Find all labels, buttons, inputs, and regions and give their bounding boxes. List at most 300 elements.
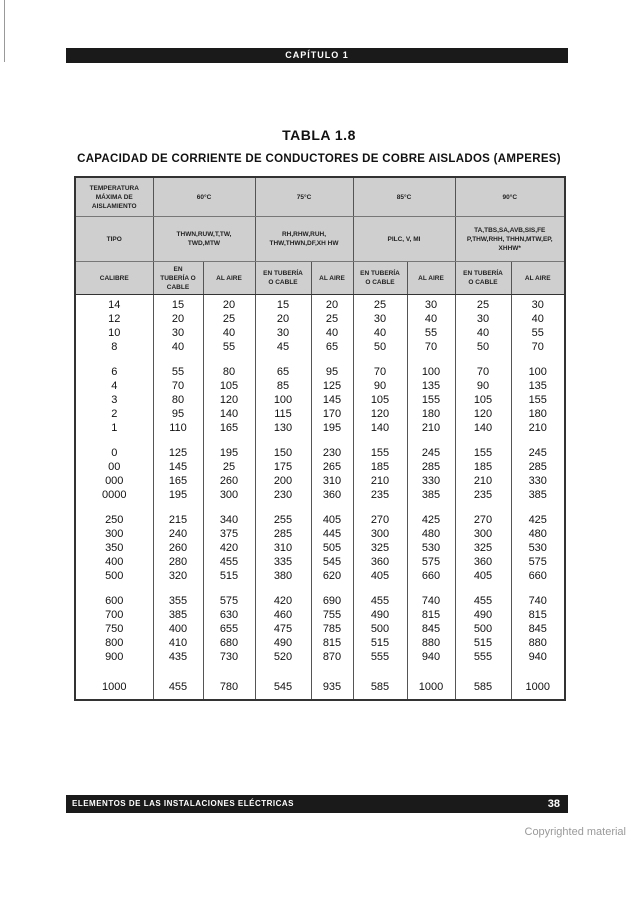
calibre-cell: 750 — [105, 623, 124, 635]
ampacity-cell: 320 — [153, 569, 203, 583]
col-aire-85: AL AIRE — [407, 262, 455, 295]
calibre-cell: 00 — [108, 461, 121, 473]
ampacity-cell: 360 — [311, 488, 353, 502]
ampacity-cell: 940 — [407, 650, 455, 664]
ampacity-cell: 235 — [353, 488, 407, 502]
ampacity-cell: 55 — [153, 365, 203, 379]
ampacity-cell: 335 — [255, 555, 311, 569]
table-row — [75, 541, 565, 555]
ampacity-cell: 140 — [353, 421, 407, 435]
col-aire-90: AL AIRE — [511, 262, 565, 295]
spacer-cell — [353, 435, 407, 446]
ampacity-cell: 100 — [255, 393, 311, 407]
ampacity-cell: 140 — [203, 407, 255, 421]
ampacity-cell: 200 — [255, 474, 311, 488]
ampacity-cell: 105 — [203, 379, 255, 393]
ampacity-cell: 740 — [511, 594, 565, 608]
ampacity-cell: 425 — [511, 513, 565, 527]
calibre-cell: 1 — [111, 422, 118, 434]
calibre-cell: 10 — [108, 327, 121, 339]
group-spacer — [75, 435, 565, 446]
ampacity-cell: 325 — [455, 541, 511, 555]
ampacity-cell: 30 — [455, 312, 511, 326]
ampacity-cell: 85 — [255, 379, 311, 393]
tipo-60: THWN,RUW,T,TW, TWD,MTW — [153, 217, 255, 262]
ampacity-cell: 130 — [255, 421, 311, 435]
ampacity-cell: 95 — [311, 365, 353, 379]
table-row — [75, 340, 565, 354]
ampacity-cell: 385 — [511, 488, 565, 502]
ampacity-cell: 120 — [455, 407, 511, 421]
ampacity-cell: 55 — [511, 326, 565, 340]
ampacity-cell: 620 — [311, 569, 353, 583]
spacer-cell — [203, 354, 255, 365]
ampacity-cell: 270 — [353, 513, 407, 527]
ampacity-cell: 235 — [455, 488, 511, 502]
chapter-header-bar: CAPÍTULO 1 — [66, 48, 568, 63]
ampacity-cell: 490 — [255, 636, 311, 650]
ampacity-cell: 30 — [353, 312, 407, 326]
ampacity-cell: 30 — [511, 295, 565, 313]
ampacity-cell: 300 — [455, 527, 511, 541]
spacer-cell — [203, 664, 255, 675]
calibre-cell: 000 — [105, 475, 124, 487]
ampacity-cell: 255 — [255, 513, 311, 527]
ampacity-cell: 70 — [407, 340, 455, 354]
ampacity-cell: 155 — [407, 393, 455, 407]
spacer-cell — [407, 354, 455, 365]
ampacity-cell: 165 — [153, 474, 203, 488]
ampacity-cell: 170 — [311, 407, 353, 421]
ampacity-cell: 420 — [203, 541, 255, 555]
temp-85: 85°C — [353, 177, 455, 217]
ampacity-cell: 155 — [511, 393, 565, 407]
ampacity-cell: 755 — [311, 608, 353, 622]
col-tuberia-75: EN TUBERÍA O CABLE — [255, 262, 311, 295]
ampacity-cell: 530 — [511, 541, 565, 555]
temp-75: 75°C — [255, 177, 353, 217]
ampacity-cell: 405 — [353, 569, 407, 583]
ampacity-cell: 195 — [311, 421, 353, 435]
ampacity-cell: 400 — [153, 622, 203, 636]
table-row — [75, 636, 565, 650]
spacer-cell — [353, 354, 407, 365]
calibre-label: CALIBRE — [75, 262, 153, 295]
ampacity-cell: 300 — [203, 488, 255, 502]
spacer-cell — [455, 583, 511, 594]
ampacity-cell: 730 — [203, 650, 255, 664]
ampacity-cell: 145 — [153, 460, 203, 474]
spacer-cell — [511, 664, 565, 675]
ampacity-cell: 90 — [353, 379, 407, 393]
ampacity-cell: 40 — [353, 326, 407, 340]
ampacity-cell: 530 — [407, 541, 455, 555]
ampacity-cell: 70 — [511, 340, 565, 354]
table-row — [75, 650, 565, 664]
spacer-cell — [203, 583, 255, 594]
calibre-cell: 800 — [105, 637, 124, 649]
col-aire-75: AL AIRE — [311, 262, 353, 295]
spacer-cell — [455, 354, 511, 365]
ampacity-cell: 575 — [511, 555, 565, 569]
ampacity-cell: 25 — [353, 295, 407, 313]
ampacity-cell: 15 — [255, 295, 311, 313]
spacer-cell — [203, 435, 255, 446]
calibre-cell: 600 — [105, 595, 124, 607]
ampacity-cell: 815 — [511, 608, 565, 622]
ampacity-cell: 65 — [255, 365, 311, 379]
ampacity-cell: 70 — [153, 379, 203, 393]
ampacity-cell: 90 — [455, 379, 511, 393]
col-tuberia-60: EN TUBERÍA O CABLE — [153, 262, 203, 295]
ampacity-cell: 70 — [353, 365, 407, 379]
ampacity-cell: 20 — [153, 312, 203, 326]
spacer-cell — [153, 583, 203, 594]
ampacity-cell: 940 — [511, 650, 565, 664]
ampacity-cell: 585 — [353, 675, 407, 700]
ampacity-cell: 175 — [255, 460, 311, 474]
ampacity-cell: 935 — [311, 675, 353, 700]
calibre-cell: 12 — [108, 313, 121, 325]
table-row — [75, 312, 565, 326]
ampacity-cell: 50 — [353, 340, 407, 354]
spacer-cell — [407, 435, 455, 446]
left-edge-line — [4, 0, 5, 62]
calibre-cell: 300 — [105, 528, 124, 540]
ampacity-cell: 300 — [353, 527, 407, 541]
ampacity-cell: 40 — [203, 326, 255, 340]
ampacity-cell: 500 — [455, 622, 511, 636]
spacer-cell — [75, 354, 153, 365]
ampacity-cell: 180 — [407, 407, 455, 421]
ampacity-cell: 280 — [153, 555, 203, 569]
ampacity-cell: 30 — [255, 326, 311, 340]
spacer-cell — [407, 664, 455, 675]
ampacity-cell: 70 — [455, 365, 511, 379]
ampacity-cell: 40 — [153, 340, 203, 354]
calibre-cell: 400 — [105, 556, 124, 568]
ampacity-cell: 410 — [153, 636, 203, 650]
ampacity-cell: 545 — [311, 555, 353, 569]
ampacity-cell: 210 — [511, 421, 565, 435]
header-row-calibre — [75, 262, 565, 295]
tipo-90: TA,TBS,SA,AVB,SIS,FE P,THW,RHH, THHN,MTW,EP, XHHW* — [455, 217, 565, 262]
ampacity-cell: 230 — [255, 488, 311, 502]
ampacity-cell: 185 — [455, 460, 511, 474]
ampacity-table — [74, 176, 566, 701]
table-row — [75, 407, 565, 421]
group-spacer — [75, 583, 565, 594]
col-tuberia-90: EN TUBERÍA O CABLE — [455, 262, 511, 295]
ampacity-cell: 355 — [153, 594, 203, 608]
ampacity-cell: 385 — [153, 608, 203, 622]
calibre-cell: 14 — [108, 299, 121, 311]
calibre-cell: 8 — [111, 341, 118, 353]
calibre-cell: 2 — [111, 408, 118, 420]
ampacity-cell: 230 — [311, 446, 353, 460]
table-row — [75, 446, 565, 460]
group-spacer — [75, 354, 565, 365]
ampacity-cell: 815 — [311, 636, 353, 650]
ampacity-cell: 210 — [455, 474, 511, 488]
spacer-cell — [455, 435, 511, 446]
ampacity-cell: 455 — [153, 675, 203, 700]
ampacity-cell: 20 — [311, 295, 353, 313]
spacer-cell — [153, 502, 203, 513]
ampacity-cell: 25 — [203, 312, 255, 326]
spacer-cell — [511, 435, 565, 446]
ampacity-cell: 135 — [407, 379, 455, 393]
ampacity-cell: 475 — [255, 622, 311, 636]
spacer-cell — [75, 664, 153, 675]
ampacity-cell: 405 — [311, 513, 353, 527]
header-row-temperature — [75, 177, 565, 217]
ampacity-cell: 155 — [455, 446, 511, 460]
ampacity-cell: 480 — [511, 527, 565, 541]
ampacity-cell: 20 — [255, 312, 311, 326]
tipo-85: PILC, V, MI — [353, 217, 455, 262]
table-row — [75, 555, 565, 569]
spacer-cell — [153, 435, 203, 446]
spacer-cell — [353, 583, 407, 594]
spacer-cell — [75, 435, 153, 446]
calibre-cell: 250 — [105, 514, 124, 526]
ampacity-cell: 40 — [407, 312, 455, 326]
ampacity-cell: 630 — [203, 608, 255, 622]
ampacity-cell: 310 — [311, 474, 353, 488]
ampacity-cell: 155 — [353, 446, 407, 460]
table-row — [75, 675, 565, 700]
ampacity-cell: 270 — [455, 513, 511, 527]
ampacity-cell: 125 — [311, 379, 353, 393]
ampacity-cell: 660 — [407, 569, 455, 583]
table-row — [75, 622, 565, 636]
ampacity-cell: 215 — [153, 513, 203, 527]
ampacity-cell: 150 — [255, 446, 311, 460]
tipo-label: TIPO — [75, 217, 153, 262]
col-tuberia-85: EN TUBERÍA O CABLE — [353, 262, 407, 295]
page-number: 38 — [547, 798, 560, 810]
calibre-cell: 1000 — [102, 681, 127, 693]
temp-label: TEMPERATURA MÁXIMA DE AISLAMIENTO — [75, 177, 153, 217]
table-row — [75, 295, 565, 313]
ampacity-cell: 555 — [455, 650, 511, 664]
ampacity-cell: 360 — [455, 555, 511, 569]
ampacity-cell: 195 — [203, 446, 255, 460]
ampacity-cell: 285 — [407, 460, 455, 474]
ampacity-cell: 455 — [455, 594, 511, 608]
ampacity-cell: 145 — [311, 393, 353, 407]
ampacity-cell: 260 — [203, 474, 255, 488]
ampacity-cell: 260 — [153, 541, 203, 555]
ampacity-cell: 285 — [255, 527, 311, 541]
calibre-cell: 4 — [111, 380, 118, 392]
ampacity-cell: 585 — [455, 675, 511, 700]
ampacity-cell: 880 — [511, 636, 565, 650]
ampacity-cell: 40 — [311, 326, 353, 340]
table-row — [75, 594, 565, 608]
spacer-cell — [455, 502, 511, 513]
ampacity-cell: 120 — [353, 407, 407, 421]
header-row-tipo — [75, 217, 565, 262]
ampacity-cell: 555 — [353, 650, 407, 664]
group-spacer — [75, 502, 565, 513]
ampacity-cell: 140 — [455, 421, 511, 435]
spacer-cell — [353, 664, 407, 675]
ampacity-cell: 375 — [203, 527, 255, 541]
ampacity-cell: 455 — [353, 594, 407, 608]
ampacity-cell: 240 — [153, 527, 203, 541]
spacer-cell — [75, 502, 153, 513]
spacer-cell — [311, 354, 353, 365]
ampacity-cell: 105 — [353, 393, 407, 407]
calibre-cell: 500 — [105, 570, 124, 582]
ampacity-cell: 515 — [455, 636, 511, 650]
ampacity-cell: 120 — [203, 393, 255, 407]
table-row — [75, 379, 565, 393]
ampacity-cell: 740 — [407, 594, 455, 608]
table-subtitle: CAPACIDAD DE CORRIENTE DE CONDUCTORES DE COBRE AISLADOS (AMPERES) — [77, 153, 561, 165]
table-row — [75, 513, 565, 527]
ampacity-cell: 95 — [153, 407, 203, 421]
ampacity-cell: 40 — [511, 312, 565, 326]
temp-60: 60°C — [153, 177, 255, 217]
spacer-cell — [153, 664, 203, 675]
ampacity-cell: 1000 — [511, 675, 565, 700]
table-row — [75, 393, 565, 407]
ampacity-cell: 25 — [455, 295, 511, 313]
ampacity-cell: 340 — [203, 513, 255, 527]
ampacity-cell: 330 — [511, 474, 565, 488]
ampacity-cell: 490 — [353, 608, 407, 622]
ampacity-cell: 310 — [255, 541, 311, 555]
ampacity-cell: 405 — [455, 569, 511, 583]
ampacity-cell: 380 — [255, 569, 311, 583]
ampacity-cell: 245 — [407, 446, 455, 460]
ampacity-cell: 325 — [353, 541, 407, 555]
calibre-cell: 3 — [111, 394, 118, 406]
ampacity-cell: 785 — [311, 622, 353, 636]
table-row — [75, 421, 565, 435]
ampacity-cell: 425 — [407, 513, 455, 527]
calibre-cell: 0000 — [102, 489, 127, 501]
ampacity-cell: 385 — [407, 488, 455, 502]
table-row — [75, 365, 565, 379]
ampacity-cell: 265 — [311, 460, 353, 474]
ampacity-cell: 575 — [407, 555, 455, 569]
spacer-cell — [455, 664, 511, 675]
spacer-cell — [407, 502, 455, 513]
ampacity-cell: 520 — [255, 650, 311, 664]
ampacity-cell: 80 — [153, 393, 203, 407]
ampacity-cell: 210 — [353, 474, 407, 488]
spacer-cell — [511, 502, 565, 513]
ampacity-cell: 30 — [407, 295, 455, 313]
ampacity-cell: 815 — [407, 608, 455, 622]
col-aire-60: AL AIRE — [203, 262, 255, 295]
ampacity-cell: 330 — [407, 474, 455, 488]
spacer-cell — [203, 502, 255, 513]
spacer-cell — [311, 583, 353, 594]
ampacity-cell: 165 — [203, 421, 255, 435]
ampacity-cell: 880 — [407, 636, 455, 650]
spacer-cell — [153, 354, 203, 365]
ampacity-cell: 100 — [407, 365, 455, 379]
ampacity-cell: 185 — [353, 460, 407, 474]
table-row — [75, 474, 565, 488]
ampacity-cell: 515 — [203, 569, 255, 583]
ampacity-cell: 65 — [311, 340, 353, 354]
ampacity-cell: 420 — [255, 594, 311, 608]
ampacity-cell: 505 — [311, 541, 353, 555]
ampacity-cell: 460 — [255, 608, 311, 622]
ampacity-cell: 690 — [311, 594, 353, 608]
ampacity-cell: 845 — [407, 622, 455, 636]
ampacity-cell: 40 — [455, 326, 511, 340]
ampacity-cell: 110 — [153, 421, 203, 435]
calibre-cell: 350 — [105, 542, 124, 554]
ampacity-cell: 575 — [203, 594, 255, 608]
calibre-cell: 0 — [111, 447, 118, 459]
table-row — [75, 488, 565, 502]
ampacity-cell: 20 — [203, 295, 255, 313]
ampacity-cell: 660 — [511, 569, 565, 583]
ampacity-cell: 870 — [311, 650, 353, 664]
ampacity-cell: 245 — [511, 446, 565, 460]
ampacity-cell: 80 — [203, 365, 255, 379]
ampacity-cell: 135 — [511, 379, 565, 393]
ampacity-cell: 780 — [203, 675, 255, 700]
ampacity-cell: 25 — [203, 460, 255, 474]
ampacity-cell: 445 — [311, 527, 353, 541]
ampacity-cell: 195 — [153, 488, 203, 502]
copyright-watermark: Copyrighted material — [524, 826, 626, 838]
ampacity-cell: 1000 — [407, 675, 455, 700]
book-title: ELEMENTOS DE LAS INSTALACIONES ELÉCTRICAS — [72, 799, 294, 808]
spacer-cell — [407, 583, 455, 594]
spacer-cell — [255, 664, 311, 675]
ampacity-cell: 50 — [455, 340, 511, 354]
table-row — [75, 326, 565, 340]
ampacity-cell: 105 — [455, 393, 511, 407]
ampacity-cell: 435 — [153, 650, 203, 664]
ampacity-cell: 680 — [203, 636, 255, 650]
ampacity-cell: 55 — [407, 326, 455, 340]
spacer-cell — [255, 502, 311, 513]
spacer-cell — [353, 502, 407, 513]
ampacity-cell: 15 — [153, 295, 203, 313]
table-row — [75, 569, 565, 583]
ampacity-cell: 480 — [407, 527, 455, 541]
ampacity-cell: 455 — [203, 555, 255, 569]
spacer-cell — [311, 664, 353, 675]
ampacity-cell: 210 — [407, 421, 455, 435]
spacer-cell — [511, 583, 565, 594]
ampacity-cell: 515 — [353, 636, 407, 650]
spacer-cell — [255, 354, 311, 365]
spacer-cell — [75, 583, 153, 594]
spacer-cell — [311, 435, 353, 446]
ampacity-cell: 115 — [255, 407, 311, 421]
ampacity-cell: 100 — [511, 365, 565, 379]
table-title: TABLA 1.8 — [282, 127, 356, 143]
calibre-cell: 700 — [105, 609, 124, 621]
ampacity-cell: 285 — [511, 460, 565, 474]
spacer-cell — [255, 435, 311, 446]
ampacity-cell: 30 — [153, 326, 203, 340]
group-spacer — [75, 664, 565, 675]
ampacity-cell: 500 — [353, 622, 407, 636]
